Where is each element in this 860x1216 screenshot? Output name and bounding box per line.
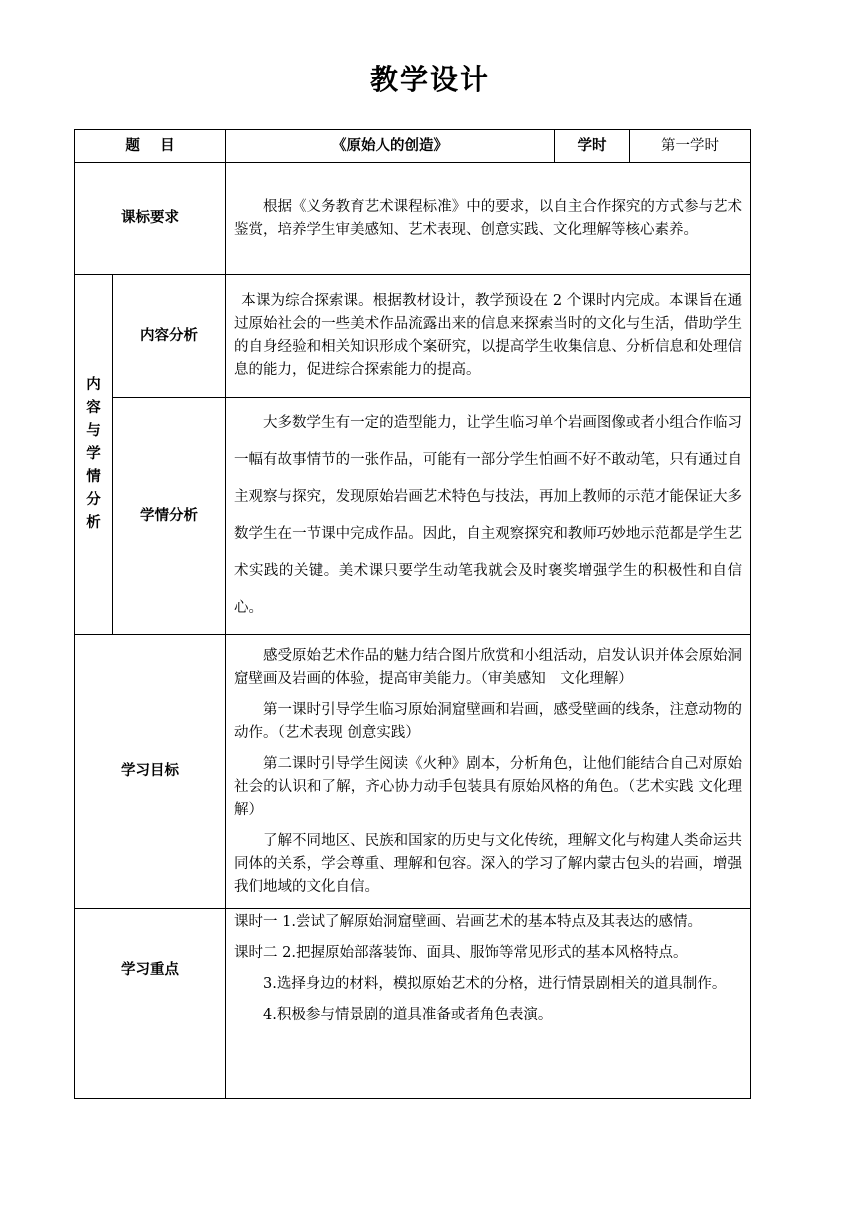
key-points-cell <box>226 909 751 1099</box>
topic-value: 《原始人的创造》 <box>226 130 555 163</box>
analysis-group-char: 容 <box>86 400 101 416</box>
standards-row <box>75 163 751 275</box>
objectives-cell <box>226 635 751 909</box>
key-points-label: 学习重点 <box>75 909 226 1099</box>
student-analysis-text: 大多数学生有一定的造型能力，让学生临习单个岩画图像或者小组合作临习一幅有故事情节的一张作品，可能有一部分学生怕画不好不敢动笔，只有通过自主观察与探究，发现原始岩画艺术特色与技法，再加上教师的示范才能保证大多数学生在一节课中完成作品。因此，自主观察探究和教师巧妙地示范都是学生艺术实践的关键。美术课只要学生动笔我就会及时褒奖增强学生的积极性和自信心。 <box>234 415 743 616</box>
page-title: 教学设计 <box>369 63 490 96</box>
objective-paragraph: 了解不同地区、民族和国家的历史与文化传统，理解文化与构建人类命运共同体的关系，学会尊重、理解和包容。深入的学习了解内蒙古包头的岩画，增强我们地域的文化自信。 <box>234 832 743 895</box>
key-point-item: 课时一 1.尝试了解原始洞窟壁画、岩画艺术的基本特点及其表达的感情。 <box>234 914 702 930</box>
objective-paragraph: 感受原始艺术作品的魅力结合图片欣赏和小组活动，启发认识并体会原始洞窟壁画及岩画的体验，提高审美能力。（审美感知 文化理解） <box>234 647 743 687</box>
topic-label: 题 目 <box>75 130 226 163</box>
key-points-row <box>75 909 751 1099</box>
student-analysis-label: 学情分析 <box>113 398 226 635</box>
standards-text: 根据《义务教育艺术课程标准》中的要求，以自主合作探究的方式参与艺术鉴赏，培养学生审美感知、艺术表现、创意实践、文化理解等核心素养。 <box>234 198 743 238</box>
topic-row <box>75 130 751 163</box>
key-point-item: 课时二 2.把握原始部落装饰、面具、服饰等常见形式的基本风格特点。 <box>234 945 688 961</box>
student-analysis-cell <box>226 398 751 635</box>
standards-cell <box>226 163 751 275</box>
objectives-label: 学习目标 <box>75 635 226 909</box>
objectives-row <box>75 635 751 909</box>
analysis-group-char: 学 <box>86 446 101 462</box>
analysis-group-char: 情 <box>86 469 101 485</box>
key-point-item: 4.积极参与情景剧的道具准备或者角色表演。 <box>263 1007 553 1023</box>
content-analysis-text: 本课为综合探索课。根据教材设计，教学预设在 2 个课时内完成。本课旨在通过原始社会的一些美术作品流露出来的信息来探索当时的文化与生活，借助学生的自身经验和相关知识形成个案研究，以提高学生收集信息、分析信息和处理信息的能力，促进综合探索能力的提高。 <box>234 293 743 378</box>
analysis-group-char: 与 <box>86 423 101 439</box>
content-analysis-row <box>75 275 751 398</box>
objective-paragraph: 第一课时引导学生临习原始洞窟壁画和岩画，感受壁画的线条，注意动物的动作。（艺术表现 创意实践） <box>234 701 743 741</box>
period-label: 学时 <box>555 130 630 163</box>
analysis-group-char: 内 <box>86 377 101 393</box>
analysis-group-label <box>75 275 113 635</box>
period-value: 第一学时 <box>630 130 751 163</box>
standards-label: 课标要求 <box>75 163 226 275</box>
analysis-group-char: 分 <box>86 492 101 508</box>
content-analysis-label: 内容分析 <box>113 275 226 398</box>
lesson-plan-table <box>74 129 751 1099</box>
key-point-item: 3.选择身边的材料，模拟原始艺术的分格，进行情景剧相关的道具制作。 <box>263 976 727 992</box>
content-analysis-cell <box>226 275 751 398</box>
student-analysis-row <box>75 398 751 635</box>
analysis-group-char: 析 <box>86 515 101 531</box>
objective-paragraph: 第二课时引导学生阅读《火种》剧本，分析角色，让他们能结合自己对原始社会的认识和了解，齐心协力动手包装具有原始风格的角色。（艺术实践 文化理解） <box>234 755 743 818</box>
